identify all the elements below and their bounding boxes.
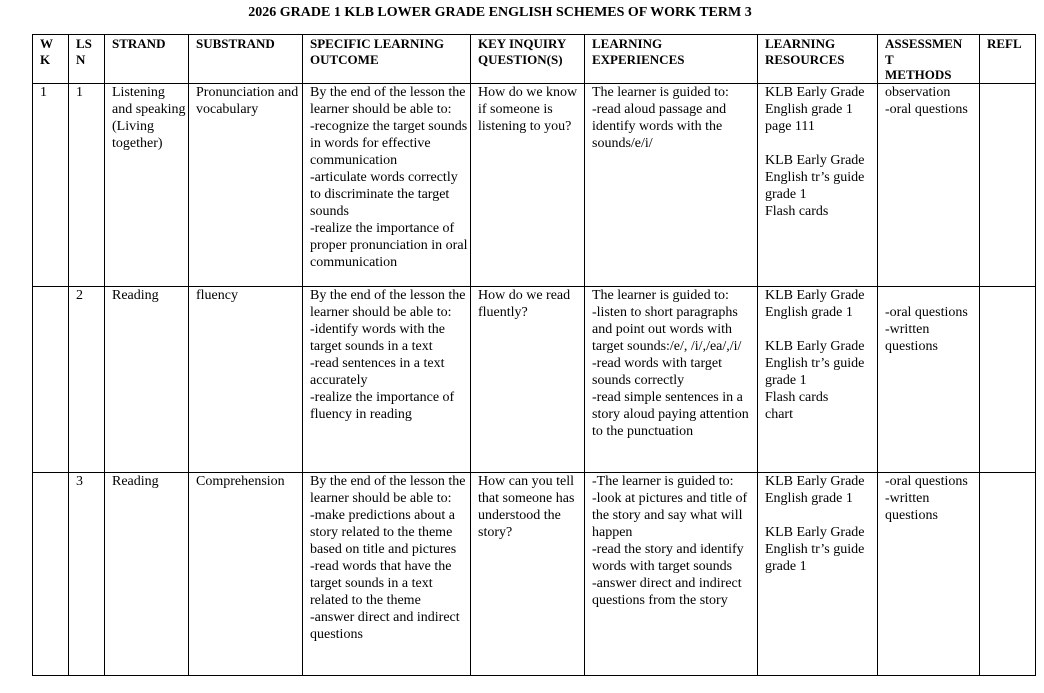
resources-cell: KLB Early Grade English grade 1 page 111 KLB Early Grade English tr’s guide grade 1 Flash cards — [758, 84, 878, 287]
resources-cell: KLB Early Grade English grade 1 KLB Early Grade English tr’s guide grade 1 Flash cards chart — [758, 287, 878, 473]
strand-cell: Reading — [105, 473, 189, 676]
header-substrand: SUBSTRAND — [189, 35, 303, 84]
header-learning-outcome: SPECIFIC LEARNING OUTCOME — [303, 35, 471, 84]
strand-cell: Reading — [105, 287, 189, 473]
header-inquiry-question: KEY INQUIRY QUESTION(S) — [471, 35, 585, 84]
header-lesson: LS N — [69, 35, 105, 84]
document-title: 2026 GRADE 1 KLB LOWER GRADE ENGLISH SCHEMES OF WORK TERM 3 — [248, 5, 752, 20]
lesson-cell: 2 — [69, 287, 105, 473]
lesson-cell: 1 — [69, 84, 105, 287]
experiences-cell: The learner is guided to: -read aloud passage and identify words with the sounds/e/i/ — [585, 84, 758, 287]
inquiry-cell: How do we read fluently? — [471, 287, 585, 473]
week-cell — [33, 287, 69, 473]
strand-cell: Listening and speaking (Living together) — [105, 84, 189, 287]
table-row — [33, 287, 1036, 473]
assessment-cell: -oral questions -written questions — [878, 287, 980, 473]
week-cell — [33, 473, 69, 676]
resources-cell: KLB Early Grade English grade 1 KLB Early Grade English tr’s guide grade 1 — [758, 473, 878, 676]
outcome-cell: By the end of the lesson the learner should be able to: -recognize the target sounds in words for effective communication -articulate words correctly to discriminate the target sounds -realize the importance of proper pronunciation in oral communication — [303, 84, 471, 287]
header-strand: STRAND — [105, 35, 189, 84]
reflection-cell — [980, 287, 1036, 473]
header-learning-experiences: LEARNING EXPERIENCES — [585, 35, 758, 84]
header-reflection: REFL — [980, 35, 1036, 84]
reflection-cell — [980, 84, 1036, 287]
header-learning-resources: LEARNING RESOURCES — [758, 35, 878, 84]
assessment-cell: observation -oral questions — [878, 84, 980, 287]
inquiry-cell: How do we know if someone is listening to you? — [471, 84, 585, 287]
substrand-cell: Comprehension — [189, 473, 303, 676]
header-week: W K — [33, 35, 69, 84]
inquiry-cell: How can you tell that someone has understood the story? — [471, 473, 585, 676]
outcome-cell: By the end of the lesson the learner should be able to: -make predictions about a story related to the theme based on title and pictures -read words that have the target sounds in a text related to the theme -answer direct and indirect questions — [303, 473, 471, 676]
experiences-cell: -The learner is guided to: -look at pictures and title of the story and say what will happen -read the story and identify words with target sounds -answer direct and indirect questions from the story — [585, 473, 758, 676]
substrand-cell: Pronunciation and vocabulary — [189, 84, 303, 287]
header-row — [33, 35, 1036, 84]
table-row — [33, 84, 1036, 287]
substrand-cell: fluency — [189, 287, 303, 473]
reflection-cell — [980, 473, 1036, 676]
table-row — [33, 473, 1036, 676]
lesson-cell: 3 — [69, 473, 105, 676]
experiences-cell: The learner is guided to: -listen to short paragraphs and point out words with target sounds:/e/, /i/,/ea/,/i/ -read words with target sounds correctly -read simple sentences in a story aloud paying attention to the punctuation — [585, 287, 758, 473]
outcome-cell: By the end of the lesson the learner should be able to: -identify words with the target sounds in a text -read sentences in a text accurately -realize the importance of fluency in reading — [303, 287, 471, 473]
scheme-of-work-table — [32, 34, 1036, 676]
header-assessment-methods: ASSESSMEN T METHODS — [878, 35, 980, 84]
week-cell: 1 — [33, 84, 69, 287]
assessment-cell: -oral questions -written questions — [878, 473, 980, 676]
